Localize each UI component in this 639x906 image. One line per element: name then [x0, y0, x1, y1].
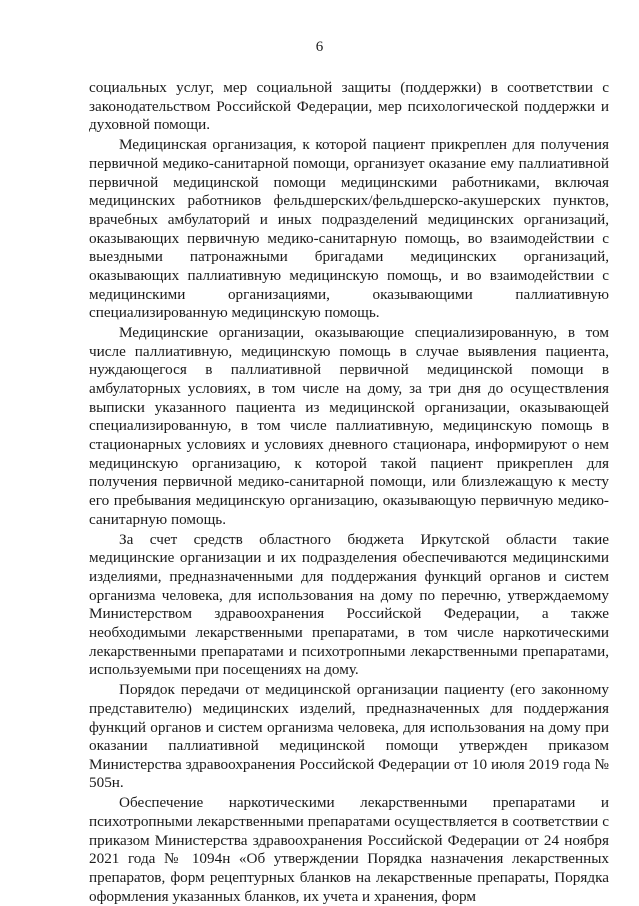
page-number: 6: [315, 39, 324, 55]
document-body: [89, 79, 609, 906]
paragraph-narcotic-provision: Обеспечение наркотическими лекарственными препаратами и психотропными лекарственными препаратами осуществляется в соответствии с приказом Министерства здравоохранения Российской Федерации от 24 ноября 2021 года № 1094н «Об утверждении Порядка назначения лекарственных препаратов, форм рецептурных бланков на лекарственные препараты, Порядка оформления указанных бланков, их учета и хранения, форм: [89, 794, 609, 905]
paragraph-continuation: социальных услуг, мер социальной защиты (поддержки) в соответствии с законодательством Российской Федерации, мер психологической поддержки и духовной помощи.: [89, 79, 609, 134]
paragraph-primary-care-organization: Медицинская организация, к которой пациент прикреплен для получения первичной медико-санитарной помощи, организует оказание ему паллиативной первичной медицинской помощи медицинскими работниками, включая медицинских работников фельдшерских/фельдшерско-акушерских пунктов, врачебных амбулаторий и иных подразделений медицинских организаций, оказывающих первичную медико-санитарную помощь, во взаимодействии с выездными патронажными бригадами медицинских организаций, оказывающих паллиативную медицинскую помощь, и во взаимодействии с медицинскими организациями, оказывающими паллиативную специализированную медицинскую помощь.: [89, 136, 609, 322]
paragraph-device-transfer-procedure: Порядок передачи от медицинской организации пациенту (его законному представителю) медицинских изделий, предназначенных для поддержания функций органов и систем организма человека, для использования на дому при оказании паллиативной медицинской помощи утвержден приказом Министерства здравоохранения Российской Федерации от 10 июля 2019 года № 505н.: [89, 681, 609, 792]
paragraph-regional-budget: За счет средств областного бюджета Иркутской области такие медицинские организации и их подразделения обеспечиваются медицинскими изделиями, предназначенными для поддержания функций органов и систем организма человека, для использования на дому по перечню, утверждаемому Министерством здравоохранения Российской Федерации, а также необходимыми лекарственными препаратами, в том числе наркотическими лекарственными препаратами и психотропными лекарственными препаратами, используемыми при посещениях на дому.: [89, 530, 609, 679]
paragraph-specialized-organizations: Медицинские организации, оказывающие специализированную, в том числе паллиативную, медицинскую помощь в случае выявления пациента, нуждающегося в паллиативной первичной медицинской помощи в амбулаторных условиях, в том числе на дому, за три дня до осуществления выписки указанного пациента из медицинской организации, оказывающей специализированную, в том числе паллиативную, медицинскую помощь в стационарных условиях и условиях дневного стационара, информируют о нем медицинскую организацию, к которой такой пациент прикреплен для получения первичной медико-санитарной помощи, или близлежащую к месту его пребывания медицинскую организацию, оказывающую первичную медико-санитарную помощь.: [89, 324, 609, 528]
